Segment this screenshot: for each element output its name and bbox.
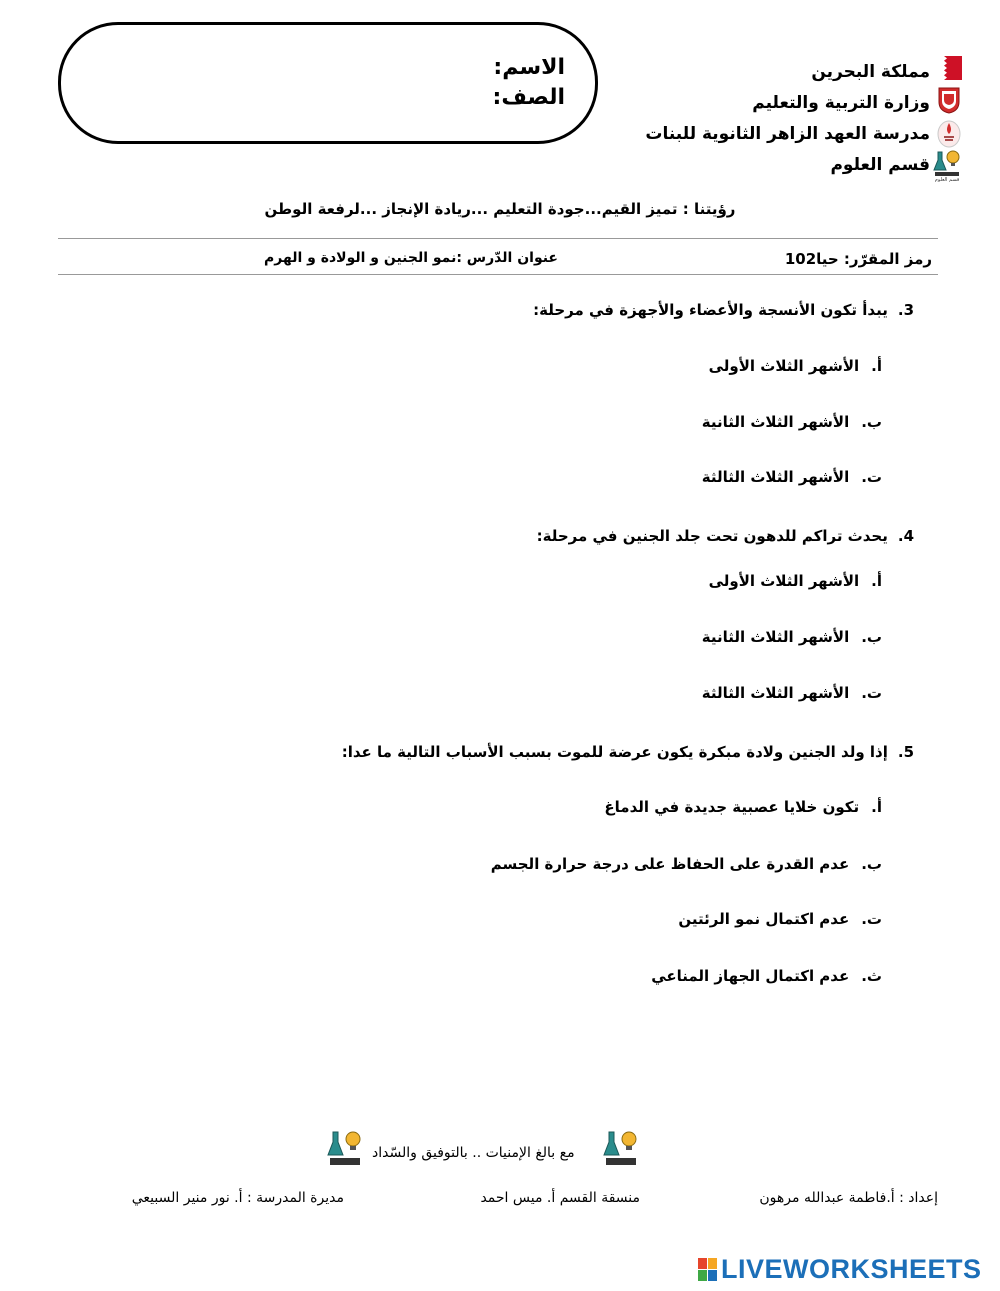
name-class-box: [58, 22, 598, 144]
science-department-icon: [326, 1128, 364, 1168]
option-3c[interactable]: [702, 468, 882, 486]
liveworksheets-wordmark: LIVEWORKSHEETS: [721, 1253, 982, 1284]
option-4a[interactable]: [709, 572, 882, 590]
option-letter: أ.: [871, 572, 882, 590]
bahrain-flag-icon: [936, 56, 962, 82]
option-letter: أ.: [871, 798, 882, 816]
divider-top: [58, 238, 938, 239]
question-text: يحدث تراكم للدهون تحت جلد الجنين في مرحلة:: [536, 527, 888, 545]
department-title: قسم العلوم: [830, 155, 930, 175]
vision-statement: رؤيتنا : تميز القيم...جودة التعليم ...ريادة الإنجاز ...لرفعة الوطن: [264, 200, 736, 218]
dept-logo-label: قسم العلوم: [934, 177, 960, 182]
option-letter: ب.: [861, 855, 882, 873]
option-3a[interactable]: [709, 357, 882, 375]
option-letter: ب.: [861, 413, 882, 431]
liveworksheets-logo: [698, 1253, 982, 1285]
option-text: عدم اكتمال الجهاز المناعي: [651, 967, 850, 985]
option-5d[interactable]: [651, 967, 882, 985]
option-text: الأشهر الثلاث الثالثة: [701, 468, 850, 486]
option-letter: ث.: [861, 967, 882, 985]
option-3b[interactable]: [702, 413, 882, 431]
ministry-emblem-icon: [936, 86, 962, 112]
option-4c[interactable]: [702, 684, 882, 702]
question-number: 3.: [897, 301, 914, 319]
question-number: 5.: [897, 743, 914, 761]
course-code: رمز المقرّر: حيا102: [784, 250, 932, 268]
kingdom-title: مملكة البحرين: [811, 62, 930, 82]
school-title: مدرسة العهد الزاهر الثانوية للبنات: [645, 124, 930, 144]
school-logo-icon: [936, 118, 962, 144]
name-label: الاسم:: [493, 55, 565, 80]
wishes-text: مع بالغ الإمنيات .. بالتوفيق والسّداد: [372, 1145, 575, 1161]
principal: مديرة المدرسة : أ. نور منير السبيعي: [131, 1190, 344, 1206]
divider-bottom: [58, 274, 938, 275]
option-5a[interactable]: [604, 798, 882, 816]
option-text: الأشهر الثلاث الثانية: [701, 628, 850, 646]
option-letter: ب.: [861, 628, 882, 646]
option-text: تكون خلايا عصبية جديدة في الدماغ: [604, 798, 860, 816]
option-text: عدم اكتمال نمو الرئتين: [678, 910, 850, 928]
option-4b[interactable]: [702, 628, 882, 646]
liveworksheets-logo-icon: [698, 1258, 717, 1281]
option-letter: أ.: [871, 357, 882, 375]
question-4: [537, 527, 914, 545]
question-text: يبدأ تكون الأنسجة والأعضاء والأجهزة في مرحلة:: [533, 301, 888, 319]
question-text: إذا ولد الجنين ولادة مبكرة يكون عرضة للموت بسبب الأسباب التالية ما عدا:: [341, 743, 888, 761]
option-5b[interactable]: [491, 855, 882, 873]
question-5: [342, 743, 914, 761]
option-letter: ت.: [861, 468, 882, 486]
lesson-title: عنوان الدّرس :نمو الجنين و الولادة و الهرم: [263, 250, 558, 266]
option-text: الأشهر الثلاث الثانية: [701, 413, 850, 431]
ministry-title: وزارة التربية والتعليم: [752, 93, 930, 113]
option-text: الأشهر الثلاث الأولى: [708, 572, 860, 590]
science-department-icon: [602, 1128, 640, 1168]
science-department-icon: [932, 148, 962, 182]
prepared-by: إعداد : أ.فاطمة عبدالله مرهون: [759, 1190, 938, 1206]
option-letter: ت.: [861, 910, 882, 928]
option-letter: ت.: [861, 684, 882, 702]
question-3: [533, 301, 914, 319]
question-number: 4.: [897, 527, 914, 545]
coordinator: منسقة القسم أ. ميس احمد: [480, 1190, 640, 1206]
class-label: الصف:: [492, 85, 565, 110]
option-text: عدم القدرة على الحفاظ على درجة حرارة الجسم: [490, 855, 850, 873]
option-text: الأشهر الثلاث الثالثة: [701, 684, 850, 702]
option-text: الأشهر الثلاث الأولى: [708, 357, 860, 375]
option-5c[interactable]: [678, 910, 882, 928]
